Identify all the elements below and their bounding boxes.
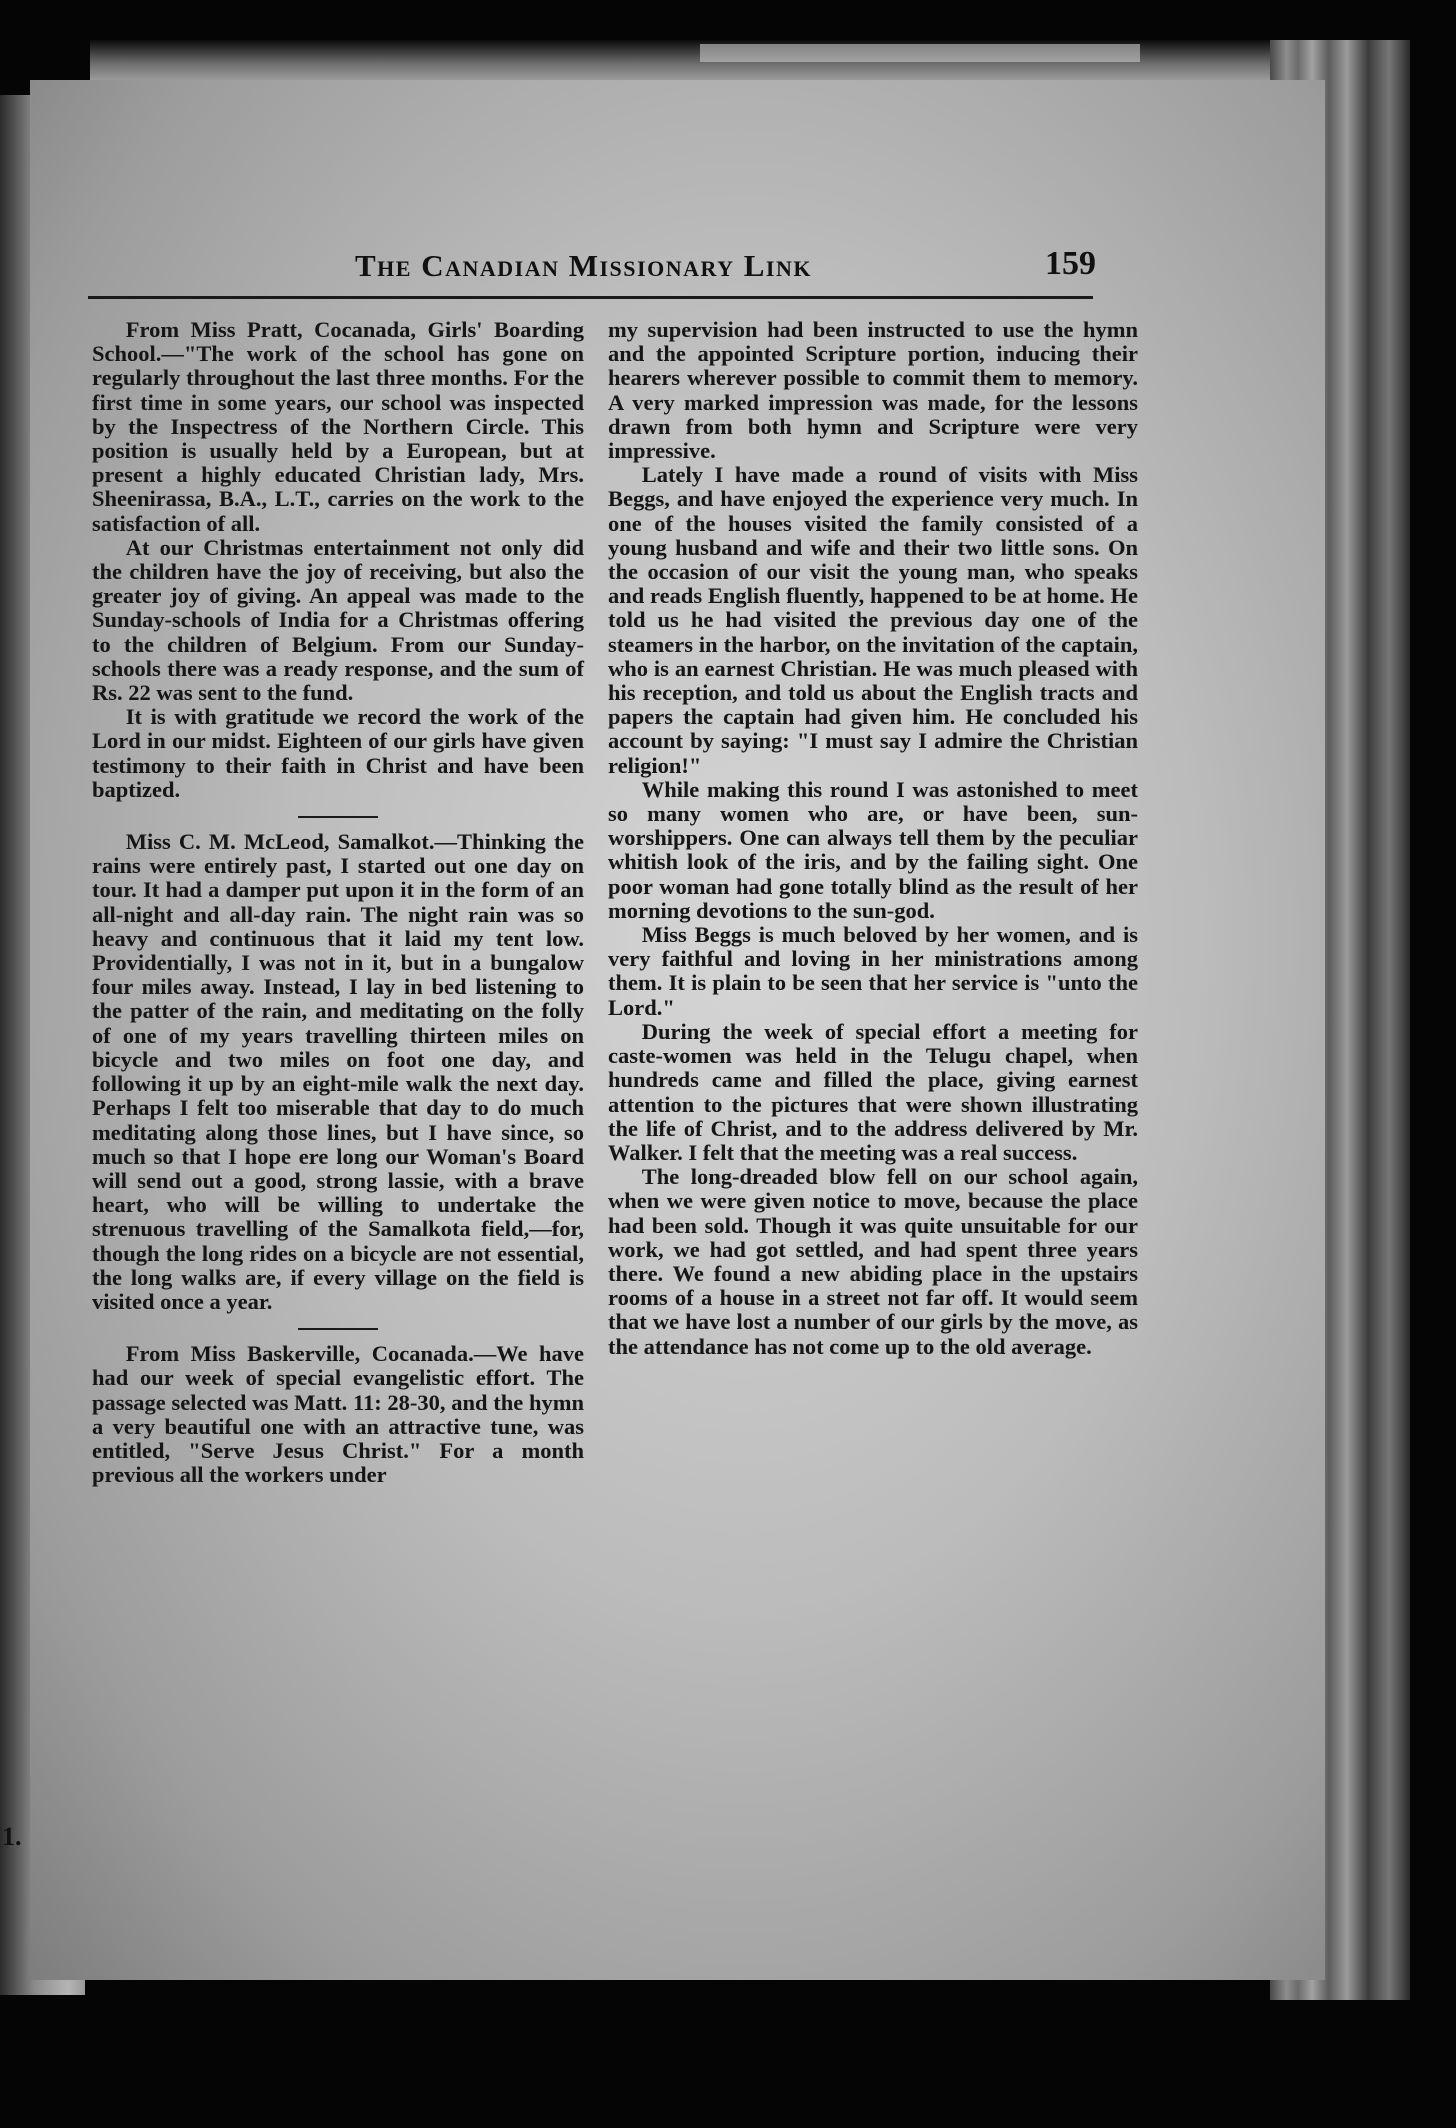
section-separator [298, 816, 378, 818]
paragraph: During the week of special effort a meeting for caste-women was held in the Telugu chapel, when hundreds came and filled the place, giving earnest attention to the pictures that were shown illustrating the life of Christ, and to the address delivered by Mr. Walker. I felt that the meeting was a real success. [608, 1018, 1138, 1165]
paragraph: At our Christmas entertainment not only did the children have the joy of receiving, but also the greater joy of giving. An appeal was made to the Sunday-schools of India for a Christmas offering to the children of Belgium. From our Sunday-schools there was a ready response, and the sum of Rs. 22 was sent to the fund. [92, 534, 584, 706]
left-column [92, 318, 584, 1487]
header-rule [88, 296, 1093, 299]
paragraph: Lately I have made a round of visits with Miss Beggs, and have enjoyed the experience very much. In one of the houses visited the family consisted of a young husband and wife and their two little sons. On the occasion of our visit the young man, who speaks and reads English fluently, happened to be at home. He told us he had visited the previous day one of the steamers in the harbor, on the invitation of the captain, who is an earnest Christian. He was much pleased with his reception, and told us about the English tracts and papers the captain had given him. He concluded his account by saying: "I must say I admire the Christian religion!" [608, 462, 1138, 778]
paragraph: The long-dreaded blow fell on our school again, when we were given notice to move, because the place had been sold. Though it was quite unsuitable for our work, we had got settled, and had spent three years there. We found a new abiding place in the upstairs rooms of a house in a street not far off. It would seem that we have lost a number of our girls by the move, as the attendance has not come up to the old average. [608, 1164, 1138, 1359]
fragment: 1. [2, 1821, 22, 1851]
running-title: The Canadian Missionary Link [355, 248, 812, 283]
page-number: 159 [1045, 245, 1096, 282]
paragraph: Miss Beggs is much beloved by her women, and is very faithful and loving in her ministrations among them. It is plain to be seen that her service is "unto the Lord." [608, 922, 1138, 1020]
paragraph: From Miss Baskerville, Cocanada.—We have had our week of special evangelistic effort. The passage selected was Matt. 11: 28-30, and the hymn a very beautiful one with an attractive tune, was entitled, "Serve Jesus Christ." For a month previous all the workers under [92, 1341, 584, 1488]
paragraph: my supervision had been instructed to use the hymn and the appointed Scripture portion, inducing their hearers wherever possible to commit them to memory. A very marked impression was made, for the lessons drawn from both hymn and Scripture were very impressive. [608, 317, 1138, 464]
paragraph: From Miss Pratt, Cocanada, Girls' Boarding School.—"The work of the school has gone on regularly throughout the last three months. For the first time in some years, our school was inspected by the Inspectress of the Northern Circle. This position is usually held by a European, but at present a highly educated Christian lady, Mrs. Sheenirassa, B.A., L.T., carries on the work to the satisfaction of all. [92, 317, 584, 536]
paragraph: Miss C. M. McLeod, Samalkot.—Thinking the rains were entirely past, I started out one day on tour. It had a damper put upon it in the form of an all-night and all-day rain. The night rain was so heavy and continuous that it laid my tent low. Providentially, I was not in it, but in a bungalow four miles away. Instead, I lay in bed listening to the patter of the rain, and meditating on the folly of one of my years travelling thirteen miles on bicycle and two miles on foot one day, and following it up by an eight-mile walk the next day. Perhaps I felt too miserable that day to do much meditating along those lines, but I have since, so much so that I hope ere long our Woman's Board will send out a good, strong lassie, with a brave heart, who will be willing to undertake the strenuous travelling of the Samalkota field,—for, though the long rides on a bicycle are not essential, the long walks are, if every village on the field is visited once a year. [92, 829, 584, 1314]
paragraph: It is with gratitude we record the work of the Lord in our midst. Eighteen of our girls have given testimony to their faith in Christ and have been baptized. [92, 704, 584, 802]
top-edge-highlight [700, 44, 1140, 62]
right-column [608, 318, 1138, 1359]
paragraph: While making this round I was astonished to meet so many women who are, or have been, sun-worshippers. One can always tell them by the peculiar whitish look of the iris, and by the failing sight. One poor woman had gone totally blind as the result of her morning devotions to the sun-god. [608, 776, 1138, 923]
section-separator [298, 1328, 378, 1330]
